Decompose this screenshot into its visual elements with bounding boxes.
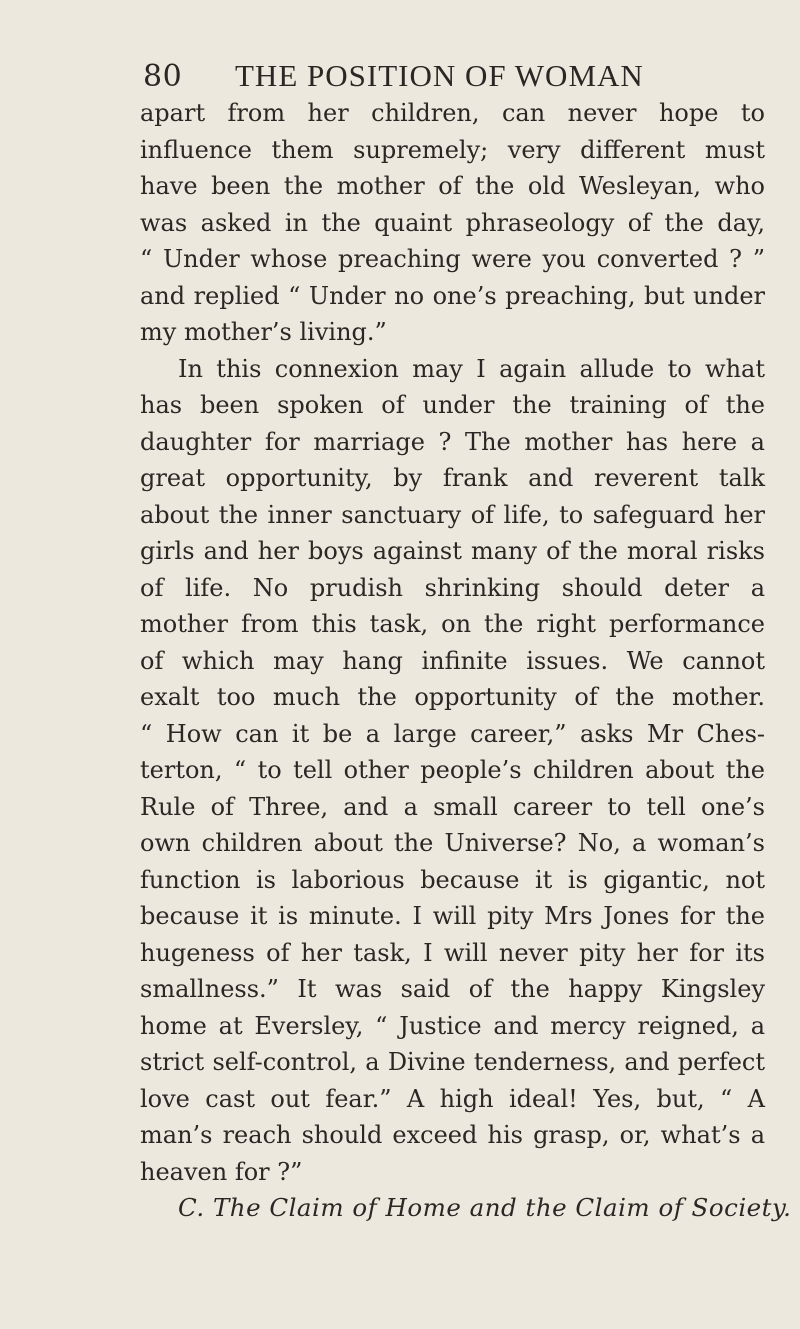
text-line: have been the mother of the old Wesleyan, who xyxy=(140,172,765,200)
text-line: my mother’s living.” xyxy=(140,318,387,346)
text-line: of life. No prudish shrinking should deter a xyxy=(140,573,765,602)
text-line: “ How can it be a large career,” asks Mr Ches- xyxy=(140,719,765,748)
text-line: strict self-control, a Divine tenderness, and perfect xyxy=(140,1048,765,1076)
text-line: heaven for ?” xyxy=(140,1157,303,1186)
text-line: smallness.” It was said of the happy Kingsley xyxy=(140,975,765,1003)
text-line: was asked in the quaint phraseology of the day, xyxy=(140,208,765,237)
text-line: because it is minute. I will pity Mrs Jones for the xyxy=(140,902,765,930)
text-line: girls and her boys against many of the moral risks xyxy=(140,537,765,565)
text-line: mother from this task, on the right performance xyxy=(140,610,765,638)
running-title: THE POSITION OF WOMAN xyxy=(235,58,644,93)
text-line: apart from her children, can never hope to xyxy=(140,99,765,127)
text-line: about the inner sanctuary of life, to safeguard her xyxy=(140,500,765,529)
text-line: terton, “ to tell other people’s children about the xyxy=(140,756,765,784)
text-line: home at Eversley, “ Justice and mercy reigned, a xyxy=(140,1011,765,1040)
text-line: In this connexion may I again allude to what xyxy=(178,354,765,383)
section-heading: C. The Claim of Home and the Claim of Society. xyxy=(178,1193,792,1222)
text-line: exalt too much the opportunity of the mother. xyxy=(140,683,765,711)
text-line: man’s reach should exceed his grasp, or, what’s a xyxy=(140,1121,765,1149)
text-line: great opportunity, by frank and reverent talk xyxy=(140,464,765,492)
text-line: has been spoken of under the training of the xyxy=(140,391,765,419)
text-line: “ Under whose preaching were you converted ? ” xyxy=(140,245,765,273)
text-line: love cast out fear.” A high ideal! Yes, but, “ A xyxy=(140,1084,765,1113)
body-text xyxy=(140,95,792,1227)
running-head xyxy=(143,56,763,96)
text-line: of which may hang infinite issues. We cannot xyxy=(140,646,765,675)
text-line: influence them supremely; very different must xyxy=(140,135,765,164)
text-line: Rule of Three, and a small career to tell one’s xyxy=(140,792,765,821)
page-number: 80 xyxy=(143,59,183,94)
text-line: own children about the Universe? No, a woman’s xyxy=(140,829,765,857)
text-line: hugeness of her task, I will never pity her for its xyxy=(140,938,765,967)
text-line: function is laborious because it is gigantic, not xyxy=(140,865,765,894)
text-line: daughter for marriage ? The mother has here a xyxy=(140,427,765,456)
text-line: and replied “ Under no one’s preaching, but under xyxy=(140,281,765,310)
